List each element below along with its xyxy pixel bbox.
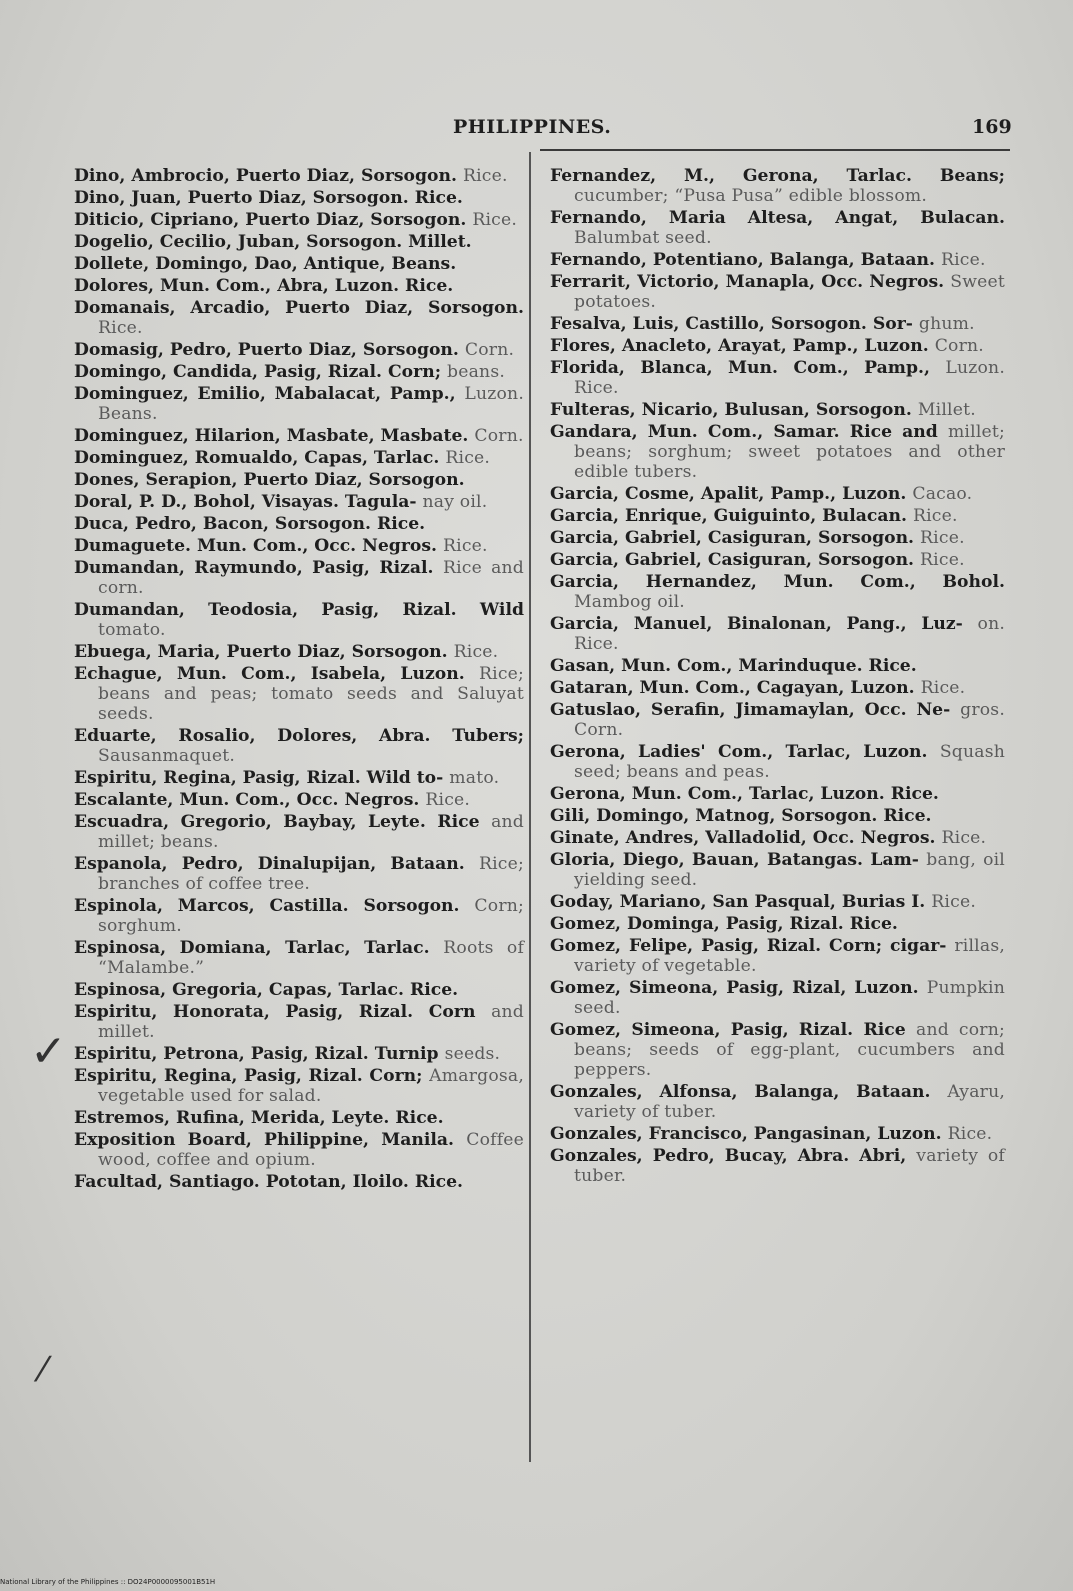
index-entry xyxy=(74,896,524,936)
header-rule xyxy=(540,149,1010,151)
index-entry xyxy=(74,726,524,766)
entry-detail: cucumber; “Pusa Pusa” edible blossom. xyxy=(574,186,928,206)
entry-name: Estremos, Rufina, Merida, Leyte. Rice. xyxy=(74,1108,444,1128)
entry-detail: Coffee wood, coffee and opium. xyxy=(98,1130,524,1170)
entry-name: Fernandez, M., Gerona, Tarlac. Beans; xyxy=(550,166,1005,186)
entry-name: Doral, P. D., Bohol, Visayas. Tagula- xyxy=(74,492,417,512)
entry-detail: beans. xyxy=(447,362,506,382)
entry-name: Garcia, Enrique, Guiguinto, Bulacan. xyxy=(550,506,907,526)
entry-name: Espinola, Marcos, Castilla. Sorsogon. xyxy=(74,896,460,916)
index-entry xyxy=(550,936,1005,976)
entry-name: Ferrarit, Victorio, Manapla, Occ. Negros. xyxy=(550,272,945,292)
entry-name: Garcia, Cosme, Apalit, Pamp., Luzon. xyxy=(550,484,907,504)
entry-name: Dumandan, Raymundo, Pasig, Rizal. xyxy=(74,558,434,578)
entry-detail: gros. Corn. xyxy=(574,700,1005,740)
entry-detail: Roots of “Malambe.” xyxy=(98,938,525,978)
entry-detail: Rice. xyxy=(947,1124,993,1144)
entry-detail: Rice. xyxy=(462,166,508,186)
left-column xyxy=(74,166,524,1194)
entry-name: Gonzales, Pedro, Bucay, Abra. Abri, xyxy=(550,1146,907,1166)
index-entry xyxy=(550,208,1005,248)
entry-detail: Luzon. Rice. xyxy=(574,358,1005,398)
entry-detail: Balumbat seed. xyxy=(574,228,712,248)
entry-name: Gandara, Mun. Com., Samar. Rice and xyxy=(550,422,938,442)
entry-detail: Rice; branches of coffee tree. xyxy=(98,854,524,894)
entry-name: Gataran, Mun. Com., Cagayan, Luzon. xyxy=(550,678,915,698)
entry-name: Dogelio, Cecilio, Juban, Sorsogon. Millet. xyxy=(74,232,472,252)
entry-name: Garcia, Gabriel, Casiguran, Sorsogon. xyxy=(550,528,915,548)
entry-name: Gomez, Felipe, Pasig, Rizal. Corn; cigar- xyxy=(550,936,947,956)
entry-detail: rillas, variety of vegetable. xyxy=(574,936,1006,976)
entry-name: Dominguez, Emilio, Mabalacat, Pamp., xyxy=(74,384,456,404)
entry-detail: bang, oil yielding seed. xyxy=(574,850,1006,890)
entry-name: Dolores, Mun. Com., Abra, Luzon. Rice. xyxy=(74,276,454,296)
entry-name: Florida, Blanca, Mun. Com., Pamp., xyxy=(550,358,930,378)
index-entry xyxy=(74,664,524,724)
index-entry xyxy=(550,742,1005,782)
entry-name: Gatuslao, Serafin, Jimamaylan, Occ. Ne- xyxy=(550,700,951,720)
entry-detail: Amargosa, vegetable used for salad. xyxy=(98,1066,524,1106)
entry-name: Dominguez, Hilarion, Masbate, Masbate. xyxy=(74,426,469,446)
index-entry xyxy=(74,384,524,424)
index-entry xyxy=(550,828,1005,848)
entry-detail: Rice; beans and peas; tomato seeds and Saluyat seeds. xyxy=(98,664,525,724)
entry-name: Diticio, Cipriano, Puerto Diaz, Sorsogon. xyxy=(74,210,467,230)
index-entry xyxy=(74,448,524,468)
entry-detail: seeds. xyxy=(444,1044,501,1064)
index-entry xyxy=(550,784,1005,804)
entry-detail: Rice. xyxy=(931,892,976,912)
index-entry xyxy=(550,400,1005,420)
index-entry xyxy=(74,768,524,788)
entry-name: Dumandan, Teodosia, Pasig, Rizal. Wild xyxy=(74,600,524,620)
entry-detail: Corn. xyxy=(474,426,524,446)
entry-detail: Rice. xyxy=(941,828,987,848)
index-entry xyxy=(74,854,524,894)
index-entry xyxy=(74,1172,524,1192)
entry-name: Gili, Domingo, Matnog, Sorsogon. Rice. xyxy=(550,806,932,826)
entry-detail: on. Rice. xyxy=(574,614,1006,654)
entry-detail: Sweet potatoes. xyxy=(574,272,1006,312)
index-entry xyxy=(550,166,1005,206)
index-entry xyxy=(74,1066,524,1106)
entry-name: Gerona, Ladies' Com., Tarlac, Luzon. xyxy=(550,742,928,762)
entry-name: Goday, Mariano, San Pasqual, Burias I. xyxy=(550,892,926,912)
index-entry xyxy=(74,254,524,274)
entry-detail: Rice. xyxy=(98,318,143,338)
entry-name: Fulteras, Nicario, Bulusan, Sorsogon. xyxy=(550,400,912,420)
entry-name: Ginate, Andres, Valladolid, Occ. Negros. xyxy=(550,828,936,848)
index-entry xyxy=(74,1002,524,1042)
index-entry xyxy=(550,358,1005,398)
entry-detail: Rice. xyxy=(472,210,518,230)
index-entry xyxy=(74,514,524,534)
entry-name: Dones, Serapion, Puerto Diaz, Sorsogon. xyxy=(74,470,465,490)
index-entry xyxy=(74,1108,524,1128)
running-title: PHILIPPINES. xyxy=(453,116,612,138)
entry-name: Garcia, Gabriel, Casiguran, Sorsogon. xyxy=(550,550,915,570)
entry-detail: Rice. xyxy=(920,550,965,570)
entry-name: Gonzales, Alfonsa, Balanga, Bataan. xyxy=(550,1082,931,1102)
handwritten-check-mark: ✓ xyxy=(30,1026,67,1077)
entry-name: Espiritu, Honorata, Pasig, Rizal. Corn xyxy=(74,1002,476,1022)
index-entry xyxy=(74,790,524,810)
entry-name: Gonzales, Francisco, Pangasinan, Luzon. xyxy=(550,1124,942,1144)
index-entry xyxy=(74,166,524,186)
entry-detail: Rice. xyxy=(920,528,965,548)
index-entry xyxy=(74,642,524,662)
entry-name: Fesalva, Luis, Castillo, Sorsogon. Sor- xyxy=(550,314,913,334)
index-entry xyxy=(74,1044,524,1064)
entry-detail: Corn. xyxy=(934,336,984,356)
entry-name: Exposition Board, Philippine, Manila. xyxy=(74,1130,455,1150)
index-entry xyxy=(550,1082,1005,1122)
index-entry xyxy=(550,806,1005,826)
entry-name: Dino, Juan, Puerto Diaz, Sorsogon. Rice. xyxy=(74,188,463,208)
index-entry xyxy=(74,362,524,382)
entry-name: Eduarte, Rosalio, Dolores, Abra. Tubers; xyxy=(74,726,524,746)
entry-detail: and millet. xyxy=(98,1002,524,1042)
entry-name: Espiritu, Petrona, Pasig, Rizal. Turnip xyxy=(74,1044,439,1064)
index-entry xyxy=(550,678,1005,698)
entry-name: Fernando, Maria Altesa, Angat, Bulacan. xyxy=(550,208,1005,228)
entry-name: Espinosa, Gregoria, Capas, Tarlac. Rice. xyxy=(74,980,459,1000)
entry-name: Flores, Anacleto, Arayat, Pamp., Luzon. xyxy=(550,336,929,356)
index-entry xyxy=(550,614,1005,654)
entry-detail: Rice. xyxy=(940,250,986,270)
entry-detail: Rice. xyxy=(425,790,471,810)
entry-detail: Millet. xyxy=(917,400,976,420)
entry-detail: Luzon. Beans. xyxy=(98,384,524,424)
entry-name: Dino, Ambrocio, Puerto Diaz, Sorsogon. xyxy=(74,166,457,186)
entry-detail: Rice and corn. xyxy=(98,558,524,598)
entry-name: Gloria, Diego, Bauan, Batangas. Lam- xyxy=(550,850,919,870)
index-entry xyxy=(550,914,1005,934)
entry-detail: Cacao. xyxy=(912,484,973,504)
entry-detail: Sausanmaquet. xyxy=(98,746,235,766)
index-entry xyxy=(550,272,1005,312)
entry-name: Gomez, Dominga, Pasig, Rizal. Rice. xyxy=(550,914,898,934)
entry-name: Ebuega, Maria, Puerto Diaz, Sorsogon. xyxy=(74,642,448,662)
index-entry xyxy=(550,572,1005,612)
index-entry xyxy=(550,506,1005,526)
index-entry xyxy=(74,980,524,1000)
entry-detail: and corn; beans; seeds of egg-plant, cucumbers and peppers. xyxy=(574,1020,1005,1080)
entry-detail: Rice. xyxy=(445,448,491,468)
index-entry xyxy=(74,210,524,230)
entry-name: Gerona, Mun. Com., Tarlac, Luzon. Rice. xyxy=(550,784,939,804)
index-entry xyxy=(550,892,1005,912)
entry-name: Escalante, Mun. Com., Occ. Negros. xyxy=(74,790,420,810)
entry-name: Espiritu, Regina, Pasig, Rizal. Corn; xyxy=(74,1066,423,1086)
entry-detail: Mambog oil. xyxy=(574,592,685,612)
index-entry xyxy=(550,550,1005,570)
index-entry xyxy=(550,850,1005,890)
entry-name: Garcia, Manuel, Binalonan, Pang., Luz- xyxy=(550,614,963,634)
page-number: 169 xyxy=(972,116,1012,138)
page-header xyxy=(0,116,1073,146)
entry-detail: millet; beans; sorghum; sweet potatoes and other edible tubers. xyxy=(574,422,1005,482)
index-entry xyxy=(74,232,524,252)
entry-name: Domanais, Arcadio, Puerto Diaz, Sorsogon. xyxy=(74,298,524,318)
index-entry xyxy=(550,250,1005,270)
entry-detail: Squash seed; beans and peas. xyxy=(574,742,1006,782)
index-entry xyxy=(550,1146,1005,1186)
entry-name: Escuadra, Gregorio, Baybay, Leyte. Rice xyxy=(74,812,480,832)
index-entry xyxy=(550,314,1005,334)
right-column xyxy=(550,166,1005,1188)
entry-name: Domasig, Pedro, Puerto Diaz, Sorsogon. xyxy=(74,340,459,360)
index-entry xyxy=(550,700,1005,740)
handwritten-check-mark: ⁄ xyxy=(40,1350,46,1390)
entry-detail: ghum. xyxy=(918,314,975,334)
entry-detail: nay oil. xyxy=(422,492,488,512)
entry-name: Echague, Mun. Com., Isabela, Luzon. xyxy=(74,664,465,684)
index-entry xyxy=(74,492,524,512)
entry-name: Espiritu, Regina, Pasig, Rizal. Wild to- xyxy=(74,768,444,788)
entry-name: Espinosa, Domiana, Tarlac, Tarlac. xyxy=(74,938,430,958)
entry-detail: Pumpkin seed. xyxy=(574,978,1006,1018)
index-entry xyxy=(74,470,524,490)
entry-name: Dumaguete. Mun. Com., Occ. Negros. xyxy=(74,536,437,556)
entry-detail: mato. xyxy=(449,768,500,788)
index-entry xyxy=(550,978,1005,1018)
entry-name: Fernando, Potentiano, Balanga, Bataan. xyxy=(550,250,935,270)
entry-detail: Rice. xyxy=(912,506,958,526)
entry-detail: variety of tuber. xyxy=(574,1146,1005,1186)
column-divider xyxy=(529,152,531,1462)
entry-detail: Corn. xyxy=(464,340,515,360)
entry-detail: Rice. xyxy=(453,642,499,662)
scan-credit: National Library of the Philippines :: DO24P0000095001B51H xyxy=(0,1578,216,1586)
entry-name: Facultad, Santiago. Pototan, Iloilo. Rice. xyxy=(74,1172,464,1192)
index-entry xyxy=(74,536,524,556)
entry-name: Dollete, Domingo, Dao, Antique, Beans. xyxy=(74,254,457,274)
index-entry xyxy=(74,812,524,852)
entry-detail: Ayaru, variety of tuber. xyxy=(574,1082,1005,1122)
entry-name: Domingo, Candida, Pasig, Rizal. Corn; xyxy=(74,362,442,382)
entry-name: Duca, Pedro, Bacon, Sorsogon. Rice. xyxy=(74,514,426,534)
entry-name: Dominguez, Romualdo, Capas, Tarlac. xyxy=(74,448,440,468)
index-entry xyxy=(550,1020,1005,1080)
index-entry xyxy=(74,1130,524,1170)
index-entry xyxy=(550,656,1005,676)
index-entry xyxy=(74,188,524,208)
index-entry xyxy=(550,1124,1005,1144)
entry-name: Espanola, Pedro, Dinalupijan, Bataan. xyxy=(74,854,465,874)
index-entry xyxy=(74,298,524,338)
entry-detail: tomato. xyxy=(98,620,166,640)
entry-detail: Rice. xyxy=(920,678,966,698)
index-entry xyxy=(74,938,524,978)
entry-name: Gasan, Mun. Com., Marinduque. Rice. xyxy=(550,656,917,676)
entry-detail: Rice. xyxy=(442,536,488,556)
entry-name: Gomez, Simeona, Pasig, Rizal, Luzon. xyxy=(550,978,919,998)
entry-detail: and millet; beans. xyxy=(98,812,524,852)
index-entry xyxy=(74,600,524,640)
index-entry xyxy=(550,422,1005,482)
index-entry xyxy=(74,426,524,446)
entry-name: Garcia, Hernandez, Mun. Com., Bohol. xyxy=(550,572,1005,592)
entry-detail: Corn; sorghum. xyxy=(98,896,524,936)
index-entry xyxy=(74,558,524,598)
entry-name: Gomez, Simeona, Pasig, Rizal. Rice xyxy=(550,1020,906,1040)
index-entry xyxy=(74,340,524,360)
index-entry xyxy=(550,336,1005,356)
index-entry xyxy=(74,276,524,296)
index-entry xyxy=(550,484,1005,504)
index-entry xyxy=(550,528,1005,548)
